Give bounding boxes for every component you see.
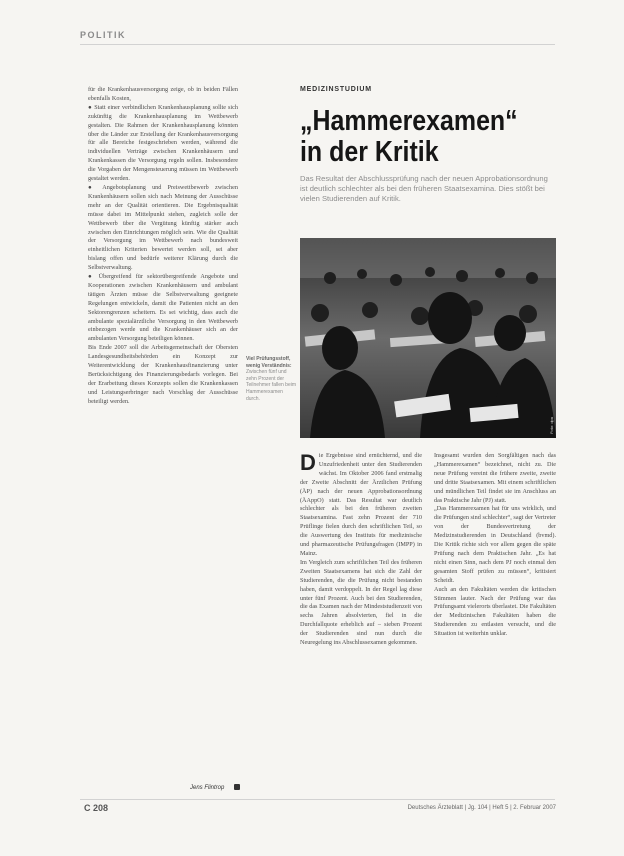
body-paragraph: „Das Hammerexamen hat für uns wirklich, und die Prüfungen sind schlechter“, sagt der Vertreter von der Bundesvertretung der Medizinstudierenden in Deutschland (bvmd). Die Kritik richte sich vor allem gegen die späte Prüfung nach dem Praktischen Jahr. „Es hat nicht einen Sinn, nach dem PJ noch einmal den gesamten Stoff prüfen zu müssen“, kritisiert Scheidt.	[434, 505, 556, 584]
caption-bold: Viel Prüfungsstoff, wenig Verständnis:	[246, 356, 292, 369]
left-paragraph: ● Übergreifend für sektorübergreifende Angebote und Kooperationen zwischen Krankenhäusern und ambulant tätigen Ärzten müsse die Selbstverwaltung geeignete Regelungen entwickeln, damit die Patienten nicht an den Sektorengrenzen scheitern. Es sei wichtig, dass auch die ambulante spezialärztliche Versorgung in den Wettbewerb einbezogen werde und die Krankenhäuser sich an der ambulanten Versorgung beteiligen können.	[88, 273, 238, 343]
caption-text: Zwischen fünf und zehn Prozent der Teilnehmer fallen beim Hammerexamen durch.	[246, 369, 297, 402]
left-paragraph: ● Statt einer verbindlichen Krankenhausplanung sollte sich zukünftig die Krankenhausplanung im Wettbewerb gestalten. Die Rahmen der Krankenhausplanung könnten über die Länder zur Erstellung der Krankenhausversorgung für alle Bereiche festgeschrieben werden, während die individuellen Verträge zwischen Krankenhäusern und Krankenkassen die Versorgung regeln sollen. Insbesondere die Vorgaben der Mengensteuerung müssen im Wettbewerb gestaltet werden.	[88, 103, 238, 183]
headline-line-1: „Hammerexamen“	[300, 105, 518, 137]
dropcap: D	[300, 450, 316, 475]
article-body	[300, 452, 556, 648]
author-signature: Jens Flintrop	[190, 785, 225, 791]
left-column	[88, 86, 238, 407]
footer-rule	[80, 799, 555, 800]
article-headline	[300, 106, 524, 168]
left-paragraph: für die Krankenhausversorgung zeige, ob in beiden Fällen ebenfalls Kosten,	[88, 86, 238, 102]
exam-hall-illustration	[300, 238, 556, 438]
body-paragraph: Insgesamt wurden den Sorgfältigen nach das „Hammerexamen“ bezeichnet, nicht zu. Die neue Prüfung vereint die frühere zweite, zweite und dritte Staatsexamen. Mit einem schriftlichen und mündlichen Teil findet sie im Anschluss an das Praktische Jahr (PJ) statt.	[434, 452, 556, 504]
section-label: POLITIK	[80, 30, 126, 40]
article-kicker: MEDIZINSTUDIUM	[300, 86, 372, 93]
article-deck: Das Resultat der Abschlussprüfung nach der neuen Approbationsordnung ist deutlich schlechter als bei den früheren Staatsexamina. Dies stößt bei vielen Studierenden auf Kritik.	[300, 174, 548, 203]
photo-caption	[246, 356, 298, 402]
body-paragraph: Im Vergleich zum schriftlichen Teil des früheren Zweiten Staatsexamens hat sich die Zahl der Studierenden, die die Prüfung nicht bestanden haben, damit verdoppelt. In der Regel lag diese unter fünf Prozent. Auch bei den Studierenden, die das Examen nach der Mindeststudienzeit von sechs Jahren absolvierten, fiel in die Durchfallquote erheblich auf – sieben Prozent der Studierenden sind nun durch die Neuregelung ins Abschlussexamen gekommen.	[300, 558, 422, 647]
body-column-1	[300, 452, 422, 648]
top-rule	[80, 44, 555, 45]
page-number: C 208	[84, 803, 109, 813]
headline-line-2: in der Kritik	[300, 136, 439, 168]
end-mark-icon	[234, 784, 240, 790]
body-paragraph: Auch an den Fakultäten werden die kritischen Stimmen lauter. Nach der Prüfung war das Prüfungsamt vielerorts überlastet. Die Fakultäten der Medizinischen Fakultäten haben die Studierenden zu entlasten versucht, und die Situation ist weiterhin unklar.	[434, 585, 556, 638]
body-column-2	[434, 452, 556, 648]
left-paragraph: Bis Ende 2007 soll die Arbeitsgemeinschaft der Obersten Landesgesundheitsbehörden ein Konzept zur Weiterentwicklung der Krankenhausfinanzierung unter Berücksichtigung des Finanzierungsbedarfs vorlegen. Bei der Erarbeitung dieses Konzepts sollen die Krankenkassen und Leistungserbringer nach Vorschlag der Ausschüsse beteiligt werden.	[88, 344, 238, 405]
body-paragraph	[300, 452, 422, 559]
body-paragraph-text: ie Ergebnisse sind ernüchternd, und die Unzufriedenheit unter den Studierenden wächst. Im Oktober 2006 fand erstmalig der Zweite Abschnitt der Ärztlichen Prüfung (ÄP) nach der neuen Approbationsordnung (ÄAppO) statt. Das Resultat war deutlich schlechter als bei den früheren zweiten Staatsexamina. Fast zehn Prozent der 710 Prüflinge fielen durch den schriftlichen Teil, so die Auswertung des Instituts für medizinische und pharmazeutische Prüfungsfragen (IMPP) in Mainz.	[300, 452, 422, 557]
journal-footer: Deutsches Ärzteblatt | Jg. 104 | Heft 5 | 2. Februar 2007	[407, 805, 556, 811]
left-paragraph: ● Angebotsplanung und Preiswettbewerb zwischen Krankenhäusern sollen sich nach Meinung der Ausschüsse mehr an der Qualität orientieren. Die Ergebnisqualität müsse dabei im Mittelpunkt stehen, zugleich solle der Wettbewerb über die Vergütung künftig stärker auch zwischen den Einrichtungen möglich sein. Wie die Qualität der Versorgung im Wettbewerb nach bundesweit einheitlichen Kriterien bewertet werden soll, sei aber bislang offen und bedürfe weiterer Klärung durch die Selbstverwaltung.	[88, 183, 238, 272]
exam-hall-photo	[300, 238, 556, 438]
photo-credit: Foto: dpa	[549, 417, 554, 434]
